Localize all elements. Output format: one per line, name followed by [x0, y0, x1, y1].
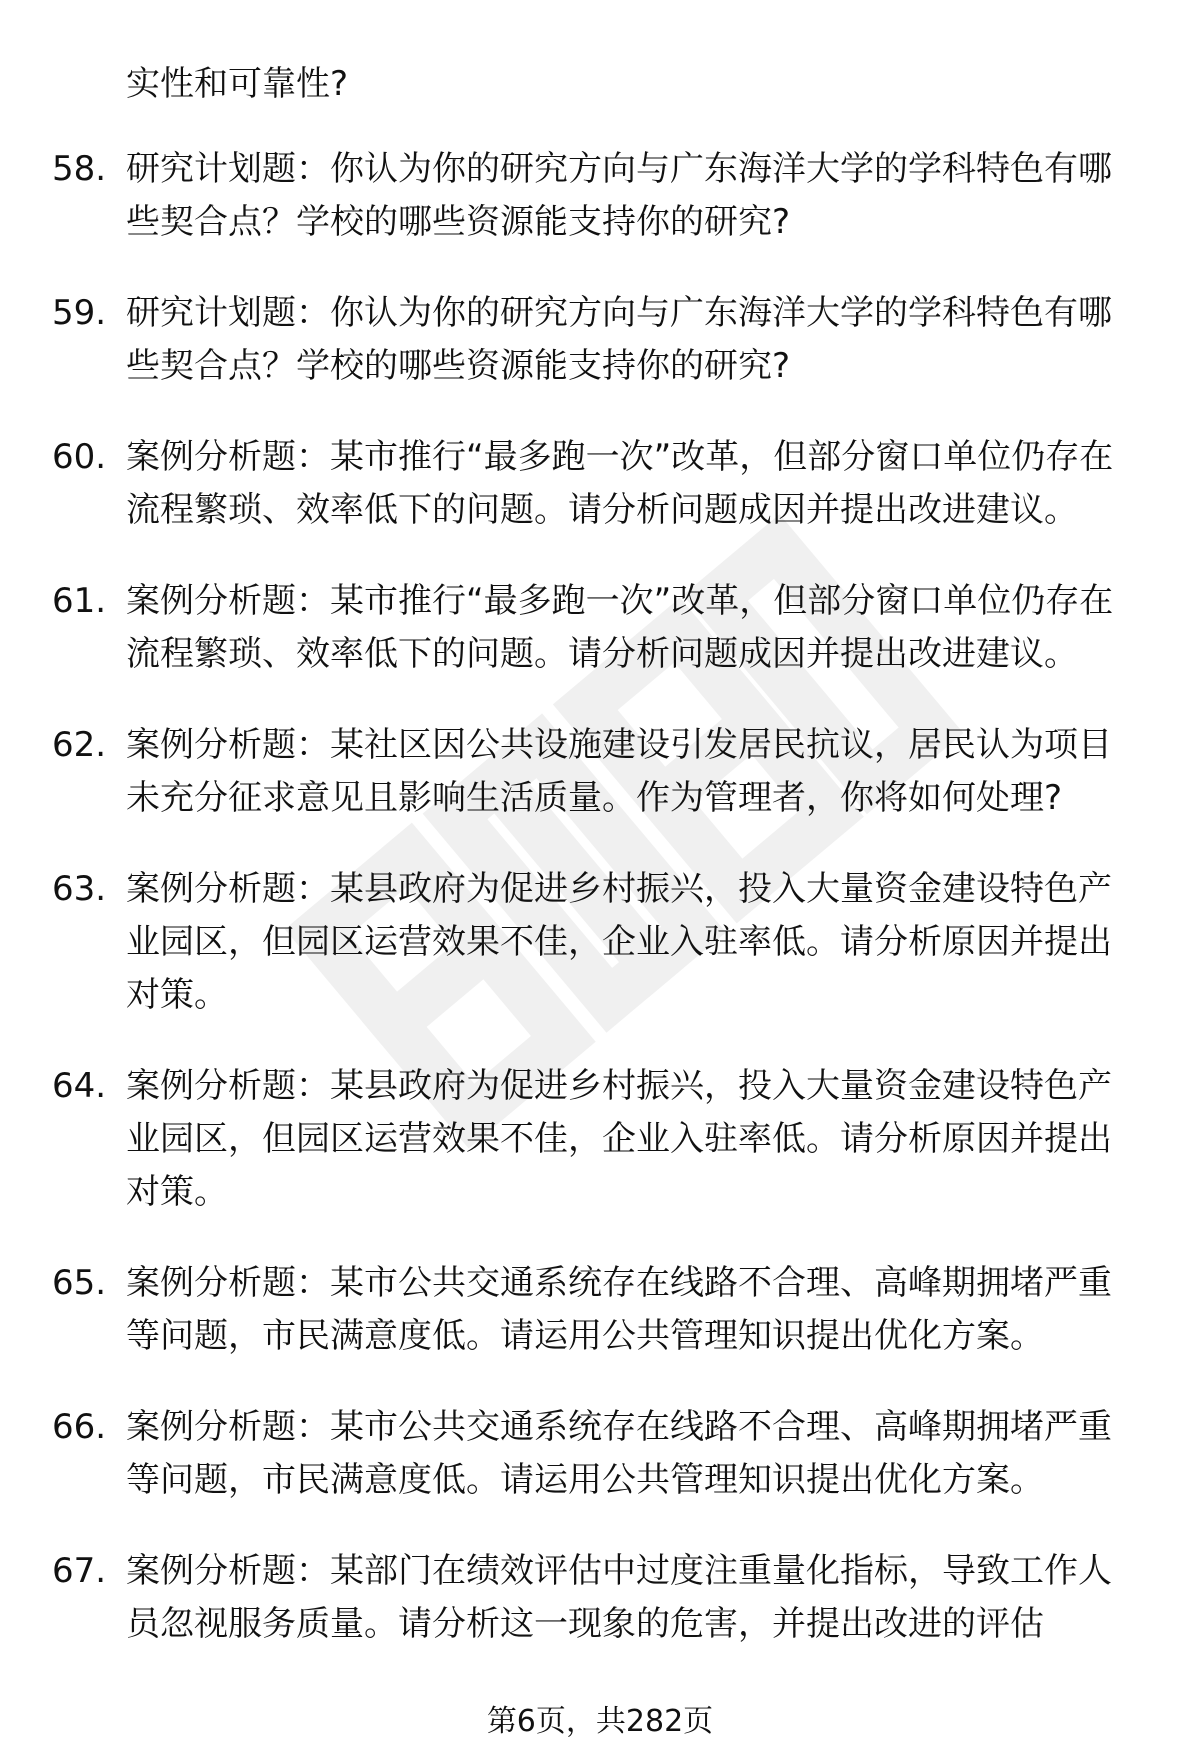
question-text: 案例分析题：某县政府为促进乡村振兴，投入大量资金建设特色产业园区，但园区运营效果不佳，企业入驻率低。请分析原因并提出对策。 — [126, 869, 1112, 1015]
question-item — [0, 143, 1200, 249]
question-number: 66. — [52, 1407, 107, 1447]
question-item — [0, 575, 1200, 681]
question-text: 案例分析题：某部门在绩效评估中过度注重量化指标，导致工作人员忽视服务质量。请分析这一现象的危害，并提出改进的评估 — [126, 1551, 1112, 1644]
question-item — [0, 1257, 1200, 1363]
question-number: 65. — [52, 1263, 107, 1303]
page-footer: 第6页，共282页 — [486, 1704, 714, 1739]
question-text: 案例分析题：某市公共交通系统存在线路不合理、高峰期拥堵严重等问题，市民满意度低。请运用公共管理知识提出优化方案。 — [126, 1263, 1112, 1356]
question-text: 案例分析题：某市推行“最多跑一次”改革，但部分窗口单位仍存在流程繁琐、效率低下的问题。请分析问题成因并提出改进建议。 — [126, 437, 1114, 530]
question-number: 64. — [52, 1066, 107, 1106]
question-text: 案例分析题：某社区因公共设施建设引发居民抗议，居民认为项目未充分征求意见且影响生活质量。作为管理者，你将如何处理? — [126, 725, 1112, 818]
question-item — [0, 863, 1200, 1022]
question-text: 研究计划题：你认为你的研究方向与广东海洋大学的学科特色有哪些契合点？学校的哪些资源能支持你的研究? — [126, 149, 1112, 242]
question-list — [0, 143, 1200, 1689]
question-number: 61. — [52, 581, 107, 621]
question-item — [0, 719, 1200, 825]
question-item — [0, 431, 1200, 537]
question-number: 62. — [52, 725, 107, 765]
question-number: 58. — [52, 149, 107, 189]
question-number: 59. — [52, 293, 107, 333]
question-item — [0, 287, 1200, 393]
question-continuation-text: 实性和可靠性? — [126, 64, 349, 104]
question-number: 67. — [52, 1551, 107, 1591]
question-text: 案例分析题：某市推行“最多跑一次”改革，但部分窗口单位仍存在流程繁琐、效率低下的问题。请分析问题成因并提出改进建议。 — [126, 581, 1114, 674]
question-text: 案例分析题：某市公共交通系统存在线路不合理、高峰期拥堵严重等问题，市民满意度低。请运用公共管理知识提出优化方案。 — [126, 1407, 1112, 1500]
question-text: 研究计划题：你认为你的研究方向与广东海洋大学的学科特色有哪些契合点？学校的哪些资源能支持你的研究? — [126, 293, 1112, 386]
question-item — [0, 1401, 1200, 1507]
question-text: 案例分析题：某县政府为促进乡村振兴，投入大量资金建设特色产业园区，但园区运营效果不佳，企业入驻率低。请分析原因并提出对策。 — [126, 1066, 1112, 1212]
question-number: 63. — [52, 869, 107, 909]
question-number: 60. — [52, 437, 107, 477]
question-item — [0, 1545, 1200, 1651]
question-item — [0, 1060, 1200, 1219]
